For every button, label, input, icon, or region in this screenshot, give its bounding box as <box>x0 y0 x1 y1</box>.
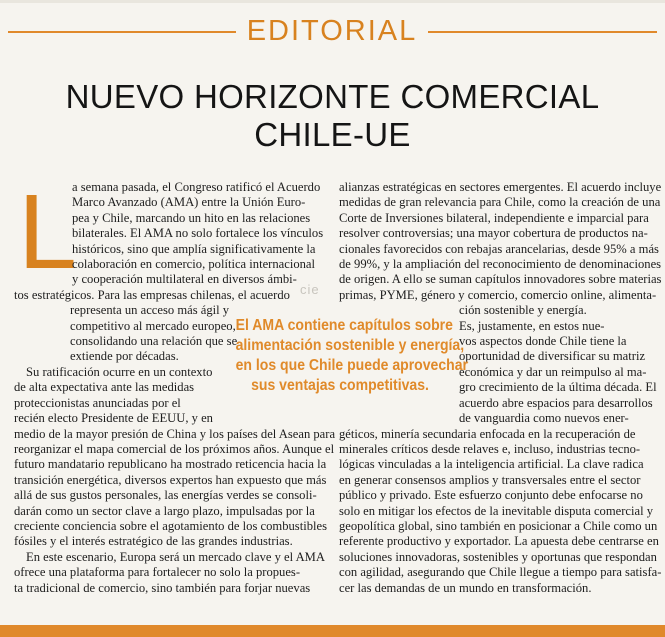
text-line: de origen. A ello se suman capítulos innovadores sobre materias <box>339 272 662 287</box>
text-line: Su ratificación ocurre en un contexto <box>26 364 213 379</box>
text-line: Es, justamente, en estos nue- <box>459 318 605 333</box>
text-line: solo en mitigar los efectos de la inevitable disputa comercial y <box>339 503 654 518</box>
text-line: económica y dar un reimpulso al ma- <box>459 364 647 379</box>
text-line: géticos, minería secundaria enfocada en la recuperación de <box>339 426 636 441</box>
text-line: acuerdo abre espacios para desarrollos <box>459 395 653 410</box>
text-line: futuro mandatario republicano ha mostrado reticencia hacia la <box>14 457 327 472</box>
text-line: en generar consensos amplios y transversales entre el sector <box>339 472 641 487</box>
text-line: Corte de Inversiones bilateral, independiente e imparcial para <box>339 210 649 225</box>
text-line: de alta expectativa ante las medidas <box>14 380 195 395</box>
text-line: cionales favorecidos con rebajas arancelarias, desde 95% a más <box>339 241 659 256</box>
text-line: resolver controversias; una mayor cobertura de productos na- <box>339 226 648 241</box>
top-strip <box>0 0 665 3</box>
text-line: geopolítica global, sino también en posicionar a Chile como un <box>339 518 658 533</box>
text-line: alianzas estratégicas en sectores emergentes. El acuerdo incluye <box>339 180 662 194</box>
text-line: de 99%, y la ampliación del reconocimiento de denominaciones <box>339 257 662 272</box>
pull-quote-line: en los que Chile puede aprovechar <box>235 357 469 374</box>
pull-quote <box>235 316 469 396</box>
text-line: representa un acceso más ágil y <box>70 303 230 318</box>
text-line: competitivo al mercado europeo, <box>70 318 236 333</box>
text-line: lógicas vinculadas a la inteligencia artificial. La clave radica <box>339 457 644 472</box>
pull-quote-line: sus ventajas competitivas. <box>251 377 429 394</box>
text-line: transición energética, diversos expertos han expuesto que más <box>14 472 327 487</box>
text-line: referente productivo y exportador. La apuesta debe centrarse en <box>339 534 659 549</box>
section-rule-left <box>8 31 236 33</box>
text-line: ta tradicional de comercio, sino también para forjar nuevas <box>14 580 311 595</box>
text-line: vos aspectos donde Chile tiene la <box>459 334 627 349</box>
text-line: tos estratégicos. Para las empresas chilenas, el acuerdo <box>14 287 290 302</box>
pull-quote-line: alimentación sostenible y energía, <box>235 337 465 354</box>
text-line: proteccionistas anunciadas por el <box>14 395 181 410</box>
text-line: con agilidad, asegurando que Chile llegue a tiempo para satisfa- <box>339 565 662 580</box>
section-rule-right <box>428 31 657 33</box>
watermark: cie <box>300 282 320 297</box>
headline <box>20 78 645 154</box>
text-line: de vanguardia como nuevos ener- <box>459 411 629 426</box>
text-line: oportunidad de diversificar su matriz <box>459 349 646 364</box>
text-line: bilaterales. El AMA no solo fortalece los vínculos <box>72 226 324 241</box>
text-line: cer las demandas de un mundo en transformación. <box>339 580 592 595</box>
text-line: extiende por décadas. <box>70 349 179 364</box>
text-line: históricos, sino que amplía significativamente la <box>72 241 316 256</box>
text-line: medidas de gran relevancia para Chile, como la creación de una <box>339 195 661 210</box>
text-line: recién electo Presidente de EEUU, y en <box>14 411 213 426</box>
bottom-bar <box>0 625 665 637</box>
text-line: reorganizar el mapa comercial de los próximos años. Aunque el <box>14 441 335 456</box>
drop-cap: L <box>18 173 77 291</box>
text-line: ofrece una plataforma para fortalecer no solo la propues- <box>14 565 301 580</box>
section-title: EDITORIAL <box>246 15 418 47</box>
text-line: pea y Chile, marcando un hito en las relaciones <box>72 210 311 225</box>
text-line: colaboración en comercio, política internacional <box>72 257 316 272</box>
text-line: consolidando una relación que se <box>70 334 238 349</box>
text-line: medio de la mayor presión de China y los países del Asean para <box>14 426 336 441</box>
text-line: y cooperación multilateral en diversos ámbi- <box>72 272 297 287</box>
text-line: darán como un sector clave a largo plazo, impulsadas por la <box>14 503 315 518</box>
text-line: primas, PYME, género y comercio, comercio online, alimenta- <box>339 287 657 302</box>
text-line: Marco Avanzado (AMA) entre la Unión Euro- <box>72 195 306 210</box>
text-line: a semana pasada, el Congreso ratificó el Acuerdo <box>72 180 321 194</box>
text-line: gro crecimiento de la última década. El <box>459 380 657 395</box>
text-line: ción sostenible y energía. <box>459 303 587 318</box>
headline-line-2: CHILE-UE <box>254 116 411 153</box>
headline-line-1: NUEVO HORIZONTE COMERCIAL <box>65 78 600 115</box>
text-line: fósiles y el interés estratégico de las grandes industrias. <box>14 534 293 549</box>
text-line: soluciones innovadoras, sostenibles y oportunas que respondan <box>339 549 657 564</box>
text-line: allá de sus gustos personales, las energías verdes se consoli- <box>14 488 317 503</box>
text-line: minerales críticos desde relaves e, incluso, industrias tecno- <box>339 441 641 456</box>
text-line: creciente conciencia sobre el agotamiento de los combustibles <box>14 518 327 533</box>
text-line: En este escenario, Europa será un mercado clave y el AMA <box>26 549 325 564</box>
text-line: público y privado. Este esfuerzo conjunto debe enfocarse no <box>339 488 643 503</box>
pull-quote-line: El AMA contiene capítulos sobre <box>235 317 453 334</box>
